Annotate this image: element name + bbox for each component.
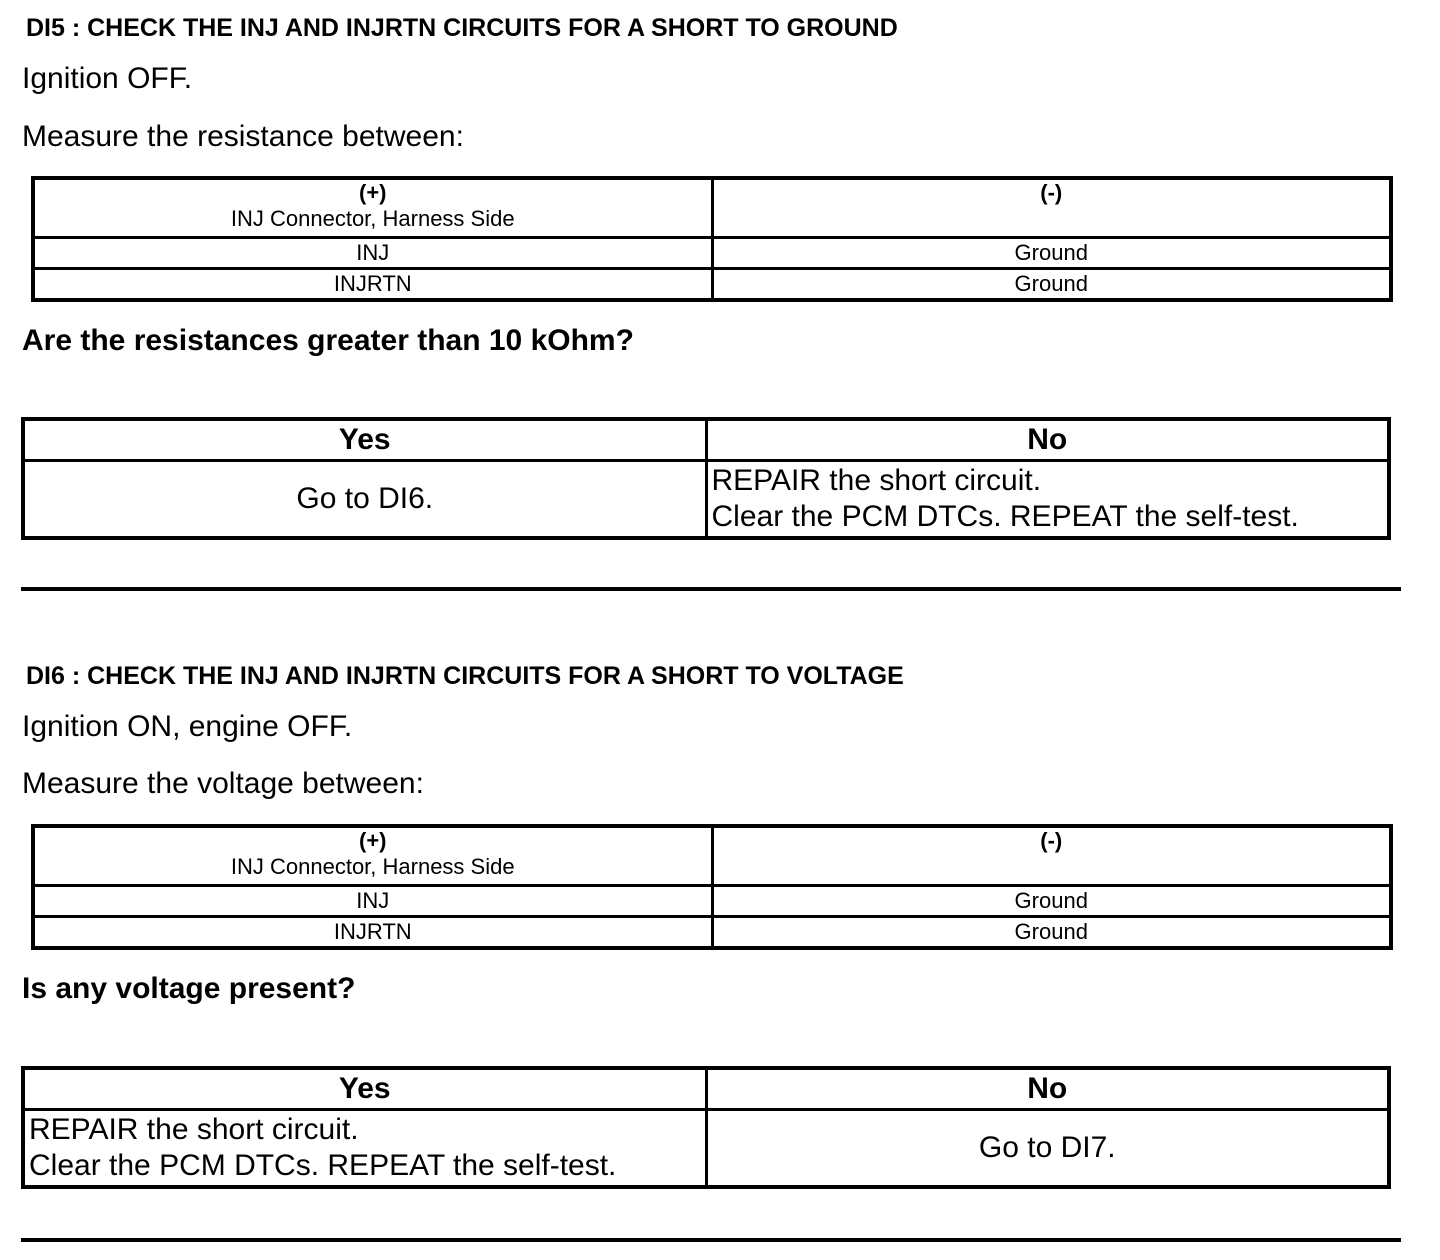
no-header: No	[706, 419, 1389, 461]
step-instruction: Ignition OFF.	[22, 62, 193, 95]
decision-table	[21, 417, 1391, 540]
step-title: DI5 : CHECK THE INJ AND INJRTN CIRCUITS FOR A SHORT TO GROUND	[26, 14, 898, 42]
measurement-table	[31, 176, 1393, 302]
step-instruction: Measure the voltage between:	[22, 767, 424, 800]
step-title: DI6 : CHECK THE INJ AND INJRTN CIRCUITS FOR A SHORT TO VOLTAGE	[26, 662, 904, 690]
minus-cell: Ground	[712, 886, 1391, 917]
step-instruction: Measure the resistance between:	[22, 120, 464, 153]
minus-header: (-)	[1040, 180, 1063, 205]
yes-header: Yes	[23, 419, 706, 461]
plus-subheader: INJ Connector, Harness Side	[230, 206, 515, 231]
no-text-line: REPAIR the short circuit.	[711, 464, 1042, 497]
minus-cell: Ground	[712, 917, 1391, 949]
no-header: No	[706, 1068, 1389, 1110]
plus-header: (+)	[359, 828, 387, 853]
plus-header: (+)	[359, 180, 387, 205]
no-cell	[706, 1110, 1389, 1188]
minus-cell: Ground	[712, 238, 1391, 269]
measurement-table	[31, 824, 1393, 950]
section-divider	[21, 587, 1401, 591]
decision-table	[21, 1066, 1391, 1189]
no-cell	[706, 461, 1389, 539]
section-divider	[21, 1238, 1401, 1242]
yes-text-line: Go to DI6.	[296, 482, 434, 515]
plus-cell: INJ	[33, 886, 712, 917]
table-row	[33, 886, 1391, 917]
plus-cell: INJRTN	[33, 269, 712, 301]
yes-cell	[23, 1110, 706, 1188]
plus-header-cell	[33, 178, 712, 238]
plus-subheader: INJ Connector, Harness Side	[230, 854, 515, 879]
yes-cell	[23, 461, 706, 539]
plus-header-cell	[33, 826, 712, 886]
minus-header-cell	[712, 826, 1391, 886]
minus-header-cell	[712, 178, 1391, 238]
table-row	[33, 269, 1391, 301]
table-row	[33, 238, 1391, 269]
table-row	[33, 917, 1391, 949]
plus-cell: INJRTN	[33, 917, 712, 949]
question: Are the resistances greater than 10 kOhm?	[22, 324, 634, 357]
question: Is any voltage present?	[22, 972, 356, 1005]
step-instruction: Ignition ON, engine OFF.	[22, 710, 353, 743]
yes-text-line: Clear the PCM DTCs. REPEAT the self-test.	[29, 1149, 617, 1182]
no-text-line: Go to DI7.	[978, 1131, 1116, 1164]
yes-header: Yes	[23, 1068, 706, 1110]
minus-header: (-)	[1040, 828, 1063, 853]
minus-cell: Ground	[712, 269, 1391, 301]
yes-text-line: REPAIR the short circuit.	[29, 1113, 359, 1146]
no-text-line: Clear the PCM DTCs. REPEAT the self-test.	[711, 500, 1299, 533]
plus-cell: INJ	[33, 238, 712, 269]
